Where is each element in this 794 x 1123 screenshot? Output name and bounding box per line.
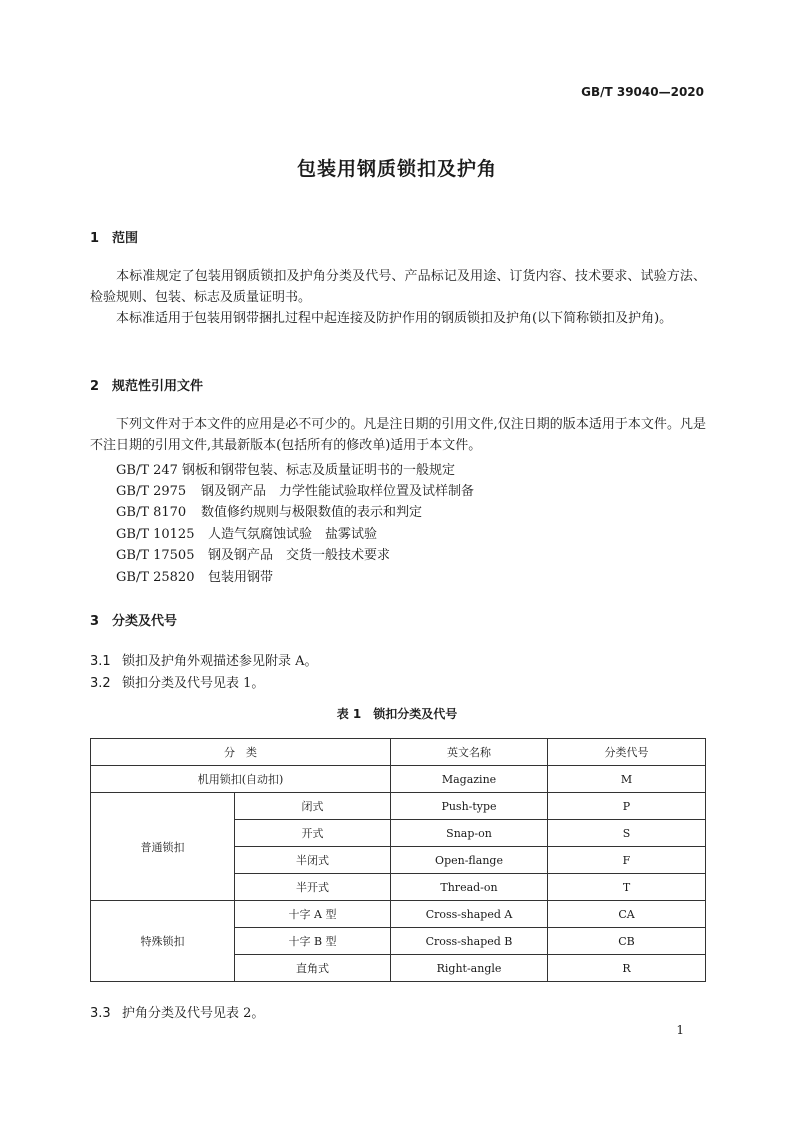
reference-title: 数值修约规则与极限数值的表示和判定: [201, 505, 423, 520]
reference-title: 钢及钢产品 交货一般技术要求: [208, 548, 391, 563]
group-cell-common: 普通锁扣: [91, 793, 235, 901]
english-cell: Right-angle: [391, 955, 548, 982]
section-1-heading: [90, 227, 138, 246]
subtype-cell: 直角式: [235, 955, 391, 982]
code-cell: M: [548, 766, 706, 793]
code-cell: CB: [548, 928, 706, 955]
reference-title: 钢及钢产品 力学性能试验取样位置及试样制备: [201, 484, 475, 499]
table-1: [90, 738, 706, 982]
subtype-cell: 半闭式: [235, 847, 391, 874]
reference-title: 人造气氛腐蚀试验 盐雾试验: [208, 527, 378, 542]
subtype-cell: 半开式: [235, 874, 391, 901]
subtype-cell: 十字 B 型: [235, 928, 391, 955]
section-title: 规范性引用文件: [112, 379, 204, 394]
clause-number: 3.2: [90, 676, 111, 691]
reference-item: [116, 544, 390, 563]
clause-3-2: [90, 672, 264, 691]
reference-item: [116, 501, 422, 520]
reference-code: GB/T 8170: [116, 505, 187, 520]
code-cell: F: [548, 847, 706, 874]
subtype-cell: 十字 A 型: [235, 901, 391, 928]
reference-code: GB/T 17505: [116, 548, 195, 563]
section-title: 分类及代号: [112, 614, 178, 629]
reference-item: [116, 480, 474, 499]
reference-code: GB/T 10125: [116, 527, 195, 542]
section-3-heading: [90, 610, 177, 629]
table-header-row: [91, 739, 706, 766]
subtype-cell: 开式: [235, 820, 391, 847]
reference-item: [116, 566, 273, 585]
reference-item: [116, 523, 377, 542]
section-2-heading: [90, 375, 203, 394]
reference-code: GB/T 25820: [116, 570, 195, 585]
code-cell: R: [548, 955, 706, 982]
section-2-paragraph-1: [90, 414, 706, 456]
section-1-paragraph-2: [90, 308, 706, 329]
clause-number: 3.1: [90, 654, 111, 669]
reference-code: GB/T 247: [116, 463, 178, 478]
table-row: [91, 766, 706, 793]
header-english-name: 英文名称: [391, 739, 548, 766]
clause-number: 3.3: [90, 1006, 111, 1021]
section-number: 1: [90, 231, 100, 246]
section-1-paragraph-1: [90, 266, 706, 308]
subtype-cell: 闭式: [235, 793, 391, 820]
code-cell: S: [548, 820, 706, 847]
standard-number: GB/T 39040—2020: [581, 85, 704, 99]
reference-title: 钢板和钢带包装、标志及质量证明书的一般规定: [182, 463, 456, 478]
english-cell: Open-flange: [391, 847, 548, 874]
clause-text: 锁扣及护角外观描述参见附录 A。: [122, 654, 318, 669]
paragraph-text: 下列文件对于本文件的应用是必不可少的。凡是注日期的引用文件,仅注日期的版本适用于本文件。凡是不注日期的引用文件,其最新版本(包括所有的修改单)适用于本文件。: [90, 417, 706, 453]
english-cell: Cross-shaped B: [391, 928, 548, 955]
table-row: [91, 901, 706, 928]
paragraph-text: 本标准适用于包装用钢带捆扎过程中起连接及防护作用的钢质锁扣及护角(以下简称锁扣及护角)。: [116, 311, 673, 326]
reference-title: 包装用钢带: [208, 570, 274, 585]
code-cell: P: [548, 793, 706, 820]
document-title: 包装用钢质锁扣及护角: [296, 158, 497, 180]
code-cell: T: [548, 874, 706, 901]
english-cell: Snap-on: [391, 820, 548, 847]
clause-text: 护角分类及代号见表 2。: [122, 1006, 265, 1021]
english-cell: Thread-on: [391, 874, 548, 901]
reference-code: GB/T 2975: [116, 484, 187, 499]
table-1-caption: 表 1 锁扣分类及代号: [336, 707, 458, 721]
paragraph-text: 本标准规定了包装用钢质锁扣及护角分类及代号、产品标记及用途、订货内容、技术要求、试验方法、检验规则、包装、标志及质量证明书。: [90, 269, 706, 305]
clause-text: 锁扣分类及代号见表 1。: [122, 676, 265, 691]
english-cell: Magazine: [391, 766, 548, 793]
english-cell: Cross-shaped A: [391, 901, 548, 928]
header-category: 分 类: [91, 739, 391, 766]
header-code: 分类代号: [548, 739, 706, 766]
group-cell-special: 特殊锁扣: [91, 901, 235, 982]
clause-3-1: [90, 650, 318, 669]
category-cell: 机用锁扣(自动扣): [91, 766, 391, 793]
english-cell: Push-type: [391, 793, 548, 820]
clause-3-3: [90, 1002, 264, 1021]
table-row: [91, 793, 706, 820]
reference-item: [116, 459, 455, 478]
code-cell: CA: [548, 901, 706, 928]
section-title: 范围: [112, 231, 139, 246]
section-number: 3: [90, 614, 100, 629]
page-number: 1: [676, 1023, 684, 1037]
section-number: 2: [90, 379, 100, 394]
